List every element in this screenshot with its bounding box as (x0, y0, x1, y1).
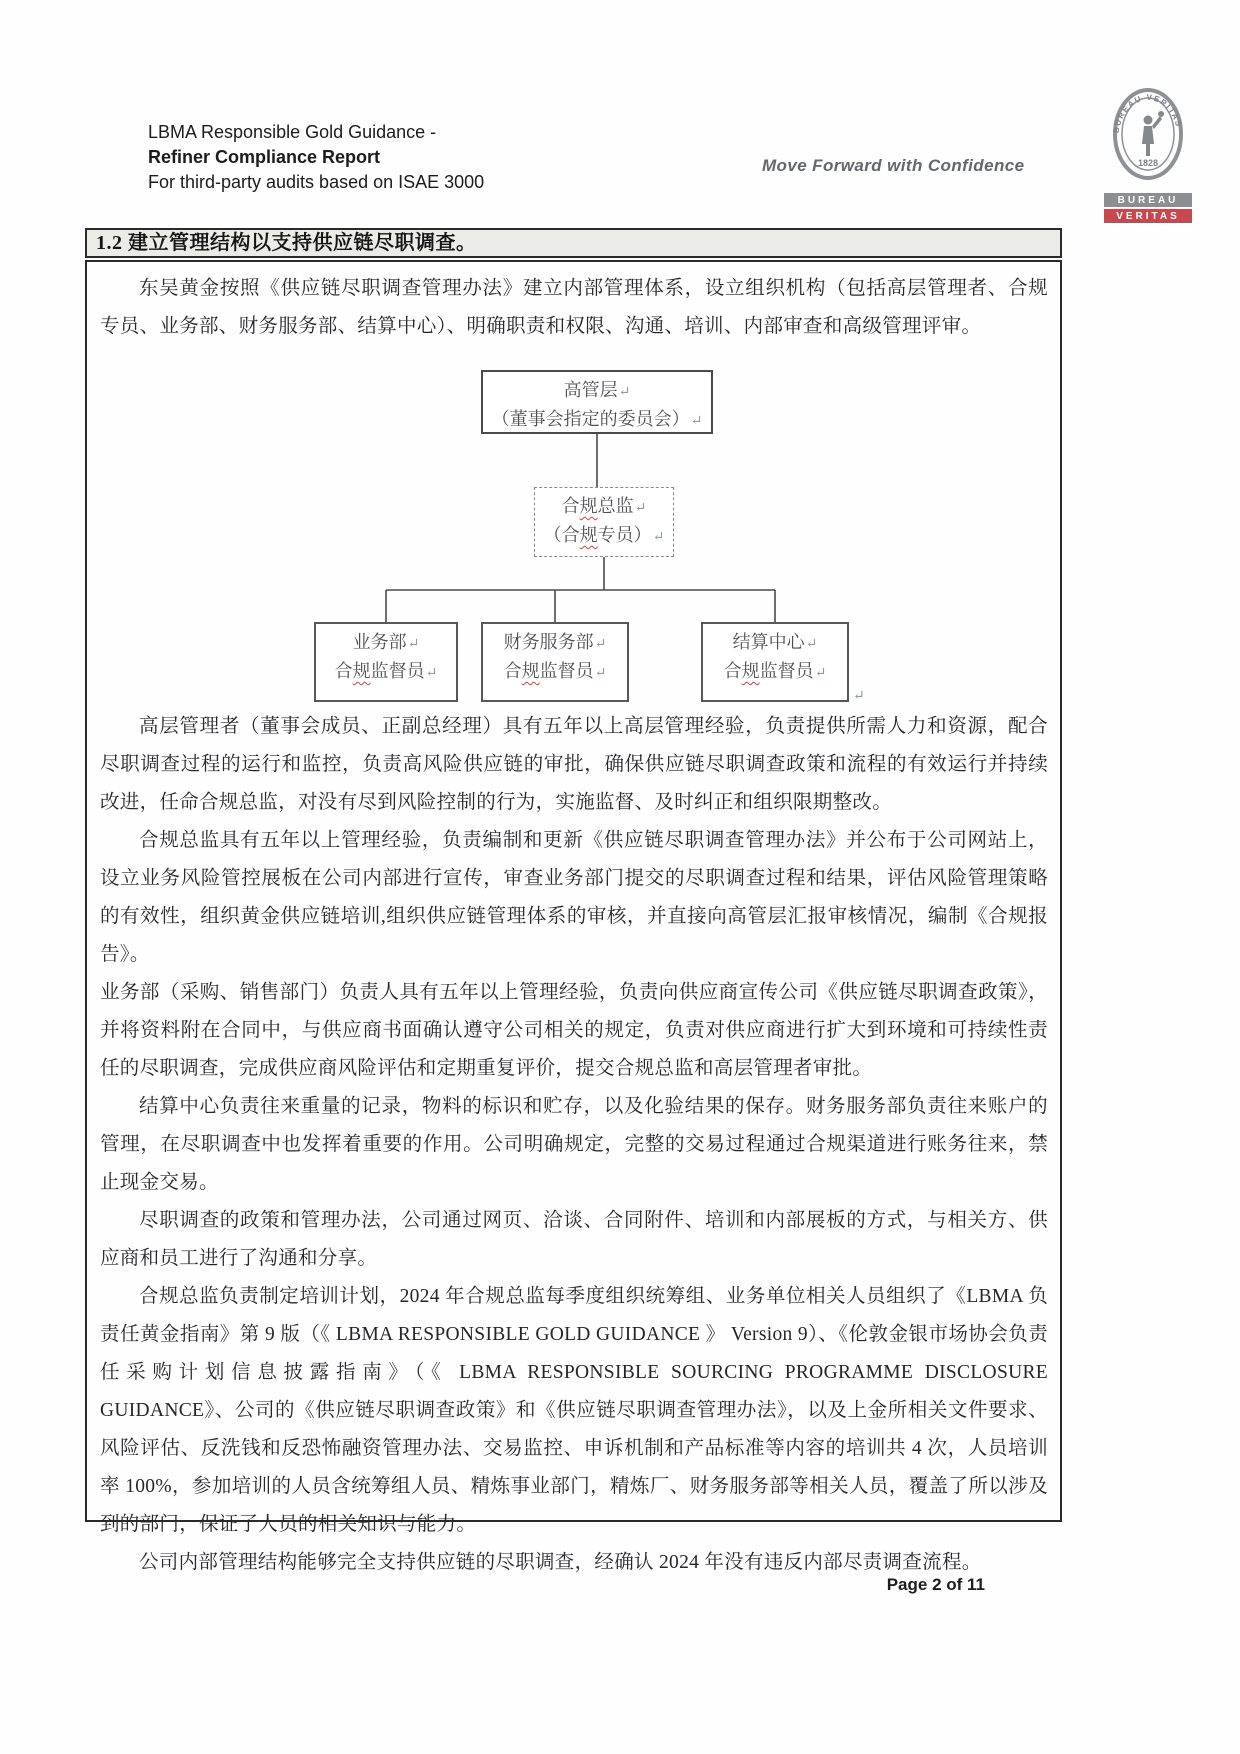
paragraph-business-dept: 业务部（采购、销售部门）负责人具有五年以上管理经验，负责向供应商宣传公司《供应链尽职调查政策》，并将资料附在合同中，与供应商书面确认遵守公司相关的规定，负责对供应商进行扩大到环境和可持续性责任的尽职调查，完成供应商风险评估和定期重复评价，提交合规总监和高层管理者审批。 (100, 982, 1048, 1079)
seal-arc-text: BUREAU VERITAS (1111, 92, 1184, 134)
page-number: Page 2 of 11 (886, 1575, 985, 1594)
paragraph-top-management: 高层管理者（董事会成员、正副总经理）具有五年以上高层管理经验，负责提供所需人力和资源，配合尽职调查过程的运行和监控，负责高风险供应链的审批，确保供应链尽职调查政策和流程的有效运行并持续改进，任命合规总监，对没有尽到风险控制的行为，实施监督、及时纠正和组织限期整改。 (100, 716, 1048, 813)
veritas-bar: VERITAS (1104, 209, 1192, 223)
spellcheck-squiggle: 规 (579, 525, 598, 545)
section-content-box (85, 260, 1062, 1573)
bureau-veritas-wordmark (1104, 193, 1192, 223)
spellcheck-squiggle: 规 (352, 661, 371, 681)
paragraph-conclusion: 公司内部管理结构能够完全支持供应链的尽职调查，经确认 2024 年没有违反内部尽责调查流程。 (139, 1552, 982, 1573)
bureau-bar: BUREAU (1104, 193, 1192, 207)
return-mark: ↵ (690, 414, 703, 429)
org-node-label: （董事会指定的委员会） (491, 409, 690, 429)
org-node-finance-service-dept: 财务服务部↵ 合规监督员↵ (481, 622, 629, 702)
paragraph-training: 合规总监负责制定培训计划，2024 年合规总监每季度组织统筹组、业务单位相关人员组织了《LBMA 负责任黄金指南》第 9 版（《 LBMA RESPONSIBLE GOLD GUIDANCE 》 Version 9）、《伦敦金银市场协会负责任采购计划信息披露指南》（《 LBMA RESPONSIBLE SOURCING PROGRAMME DISCLOSURE GUIDANCE》、公司的《供应链尽职调查政策》和《供应链尽职调查管理办法》，以及上金所相关文件要求、风险评估、反洗钱和反恐怖融资管理办法、交易监控、申诉机制和产品标准等内容的培训共 4 次，人员培训率 100%，参加培训的人员含统筹组人员、精炼事业部门，精炼厂、财务服务部等相关人员，覆盖了所以涉及到的部门，保证了人员的相关知识与能力。 (100, 1286, 1048, 1535)
org-node-top-management (481, 370, 713, 434)
spellcheck-squiggle: 规 (741, 661, 760, 681)
return-mark: ↵ (618, 385, 631, 400)
paragraph-settlement-finance: 结算中心负责往来重量的记录，物料的标识和贮存，以及化验结果的保存。财务服务部负责往来账户的管理，在尽职调查中也发挥着重要的作用。公司明确规定，完整的交易过程通过合规渠道进行账务往来，禁止现金交易。 (100, 1096, 1048, 1193)
header-title-line3: For third-party audits based on ISAE 3000 (148, 172, 485, 192)
spellcheck-squiggle: 规 (579, 496, 598, 516)
return-mark: ↵ (594, 666, 607, 681)
section-heading: 1.2 建立管理结构以支持供应链尽职调查。 (85, 228, 1062, 258)
bureau-veritas-logo (1100, 82, 1196, 223)
return-mark: ↵ (634, 501, 647, 516)
return-mark: ↵ (594, 637, 607, 652)
org-node-business-dept: 业务部↵ 合规监督员↵ (314, 622, 458, 702)
return-mark: ↵ (407, 637, 420, 652)
org-node-settlement-center: 结算中心↵ 合规监督员↵ (701, 622, 849, 702)
paragraph-compliance-director: 合规总监具有五年以上管理经验，负责编制和更新《供应链尽职调查管理办法》并公布于公司网站上，设立业务风险管控展板在公司内部进行宣传，审查业务部门提交的尽职调查过程和结果，评估风险管理策略的有效性，组织黄金供应链培训,组织供应链管理体系的审核，并直接向高管层汇报审核情况，编制《合规报告》。 (100, 830, 1048, 965)
document-header (148, 120, 484, 195)
return-mark: ↵ (652, 530, 665, 545)
spellcheck-squiggle: 规 (521, 661, 540, 681)
org-node-label: 高管层 (563, 380, 618, 400)
header-title-line2: Refiner Compliance Report (148, 147, 381, 167)
bureau-veritas-seal-icon (1100, 82, 1196, 186)
seal-year: 1828 (1137, 158, 1159, 168)
paragraph-communication: 尽职调查的政策和管理办法，公司通过网页、洽谈、合同附件、培训和内部展板的方式，与相关方、供应商和员工进行了沟通和分享。 (100, 1210, 1048, 1269)
header-title-line1: LBMA Responsible Gold Guidance - (148, 122, 437, 142)
paragraph-intro: 东吴黄金按照《供应链尽职调查管理办法》建立内部管理体系，设立组织机构（包括高层管理者、合规专员、业务部、财务服务部、结算中心）、明确职责和权限、沟通、培训、内部审查和高级管理评审。 (100, 278, 1048, 337)
return-mark: ↵ (805, 637, 818, 652)
return-mark: ↵ (853, 689, 865, 704)
return-mark: ↵ (814, 666, 827, 681)
org-chart (100, 350, 1049, 708)
return-mark: ↵ (425, 666, 438, 681)
org-node-compliance-director: 合规总监↵ （合规专员）↵ (534, 487, 674, 557)
brand-tagline: Move Forward with Confidence (762, 156, 1025, 175)
